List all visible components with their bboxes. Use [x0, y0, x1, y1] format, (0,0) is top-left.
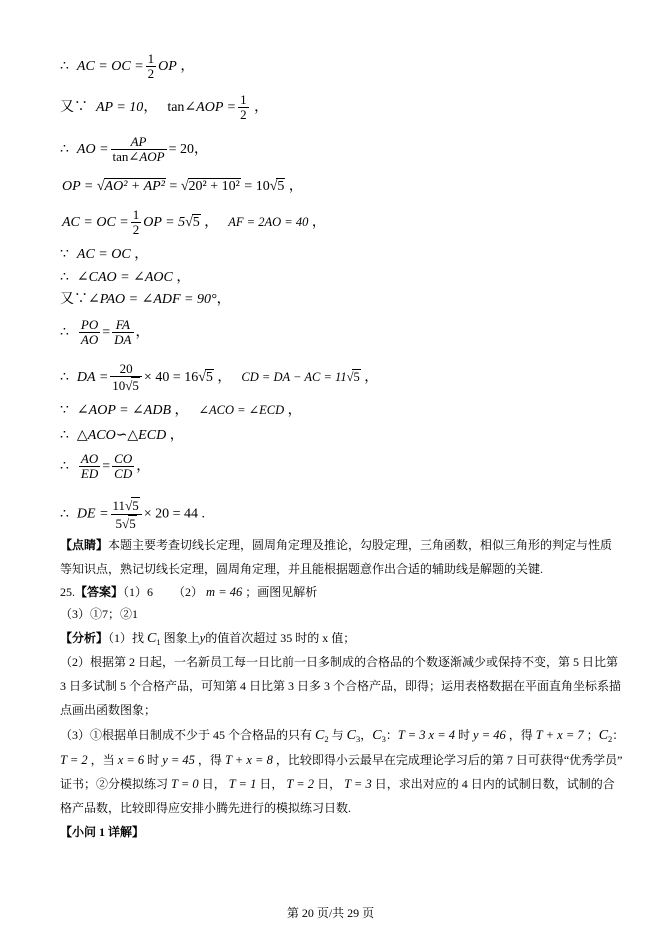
answer-line-2: [60, 604, 138, 624]
punctuation: ，: [216, 292, 231, 307]
fraction-numerator: AP: [111, 135, 167, 150]
math-expression: =: [102, 459, 111, 474]
answer-part-1: （1）6: [123, 585, 154, 599]
fraction: [79, 318, 100, 347]
punctuation: ，: [134, 247, 149, 262]
because-symbol: 又∵: [60, 100, 88, 115]
because-symbol: 又∵: [60, 292, 88, 307]
coefficient: 10: [112, 378, 126, 393]
square-root: [181, 178, 241, 195]
math-variable: C: [315, 728, 325, 743]
analysis-tag: 【分析】: [60, 631, 109, 645]
analysis-text: 格产品数，比较即得应安排小腾先进行的模拟练习日数.: [60, 801, 352, 815]
math-expression: OP: [158, 59, 177, 74]
math-variable: C: [598, 728, 609, 743]
comment-line-1: [60, 535, 612, 555]
solution-line-8: [60, 285, 231, 315]
fraction-numerator: 1: [240, 92, 247, 108]
fraction: [79, 452, 100, 481]
detail-tag: 【小问 1 详解】: [60, 825, 145, 839]
answer-part-2-label: （2）: [173, 585, 204, 599]
analysis-line-2: [60, 652, 618, 672]
therefore-symbol: ∴: [60, 506, 69, 522]
punctuation: ，: [311, 215, 326, 230]
math-expression: ∠AOP = ∠ADB: [76, 403, 172, 418]
analysis-line-4: [60, 700, 156, 720]
radicand: 5: [277, 179, 285, 194]
solution-line-1: [60, 52, 194, 82]
math-expression: OP = 5: [143, 215, 186, 230]
radicand: 5: [205, 370, 213, 386]
math-expression: = 10: [244, 179, 270, 194]
square-root: [347, 369, 361, 385]
therefore-symbol: ∴: [60, 459, 69, 474]
radicand: 5: [192, 215, 200, 230]
analysis-text: ，比较即得小云最早在完成理论学习后的第 7 日可获得“优秀学员”: [275, 753, 623, 767]
math-expression: T = 2: [286, 777, 315, 791]
punctuation: ，: [194, 142, 208, 157]
punctuation: ，: [364, 370, 379, 386]
because-symbol: ∵: [60, 247, 69, 262]
analysis-line-7: [60, 774, 615, 794]
fraction-denominator: ED: [80, 466, 99, 482]
analysis-text: 3 日多试制 5 个合格产品，可知第 4 日比第 3 日多 3 个合格产品，即得；运用表格数据在平面直角坐标系描: [60, 679, 622, 693]
square-root: [122, 515, 137, 532]
math-expression: ∠AOP: [128, 149, 165, 165]
analysis-line-1: [60, 628, 355, 648]
math-expression: AP = 10: [96, 100, 144, 115]
punctuation: ，: [169, 428, 184, 443]
radical-sign: √: [185, 215, 193, 230]
square-root: [125, 377, 140, 394]
fraction: [131, 208, 142, 237]
analysis-text: 日，: [259, 777, 284, 791]
punctuation: ，: [180, 59, 195, 74]
analysis-text: 图象上: [163, 631, 200, 645]
math-variable: C: [346, 728, 356, 743]
coefficient: 11: [112, 498, 126, 513]
radical-sign: √: [180, 179, 189, 194]
math-expression: T = 2: [60, 753, 88, 767]
math-expression: AC = OC =: [62, 215, 129, 230]
fraction: [238, 93, 249, 122]
fraction-numerator: FA: [112, 318, 133, 333]
math-expression: ∠AOP =: [184, 100, 237, 115]
radical-sign: √: [125, 378, 133, 393]
math-expression: ∠CAO = ∠AOC: [76, 270, 173, 285]
math-expression: T = 3: [344, 777, 372, 791]
fraction-denominator: CD: [114, 466, 133, 482]
math-expression: m = 46: [206, 585, 243, 599]
math-expression: × 40 = 16: [143, 370, 199, 386]
fraction-numerator: CO: [114, 451, 133, 467]
analysis-text: ，: [360, 728, 373, 742]
analysis-line-8: [60, 798, 351, 818]
math-expression: AC = OC =: [76, 59, 144, 74]
math-expression: AO =: [76, 142, 109, 157]
analysis-text: ，当: [90, 753, 115, 767]
square-root: [185, 214, 201, 231]
analysis-text: 证书；②分模拟练习: [60, 777, 169, 791]
square-root: [198, 369, 214, 386]
math-variable: y: [199, 631, 206, 645]
therefore-symbol: ∴: [60, 325, 69, 340]
fraction-numerator: 20: [110, 362, 142, 377]
punctuation: ，: [287, 403, 302, 418]
math-expression: × 20 = 44: [143, 506, 198, 522]
page-number-footer: 第 20 页/共 29 页: [286, 906, 375, 920]
analysis-text: （2）根据第 2 日起，一名新员工每一日比前一日多制成的合格品的个数逐渐减少或保持不变，第 5 日比第: [60, 655, 619, 669]
punctuation: ，: [217, 370, 232, 386]
punctuation: ，: [136, 459, 151, 474]
fraction: [112, 452, 134, 481]
fraction: [111, 497, 142, 532]
fraction: [110, 362, 142, 394]
punctuation: .: [201, 506, 205, 522]
math-expression: ∠PAO = ∠ADF = 90°: [88, 292, 217, 307]
solution-line-14: [60, 497, 205, 531]
analysis-text: 时: [147, 753, 160, 767]
solution-line-13: [60, 452, 150, 482]
solution-line-5: [62, 207, 326, 237]
analysis-text: （1）找: [108, 631, 145, 645]
fraction-numerator: [111, 497, 142, 515]
analysis-text: ：: [612, 728, 625, 742]
math-expression: y = 45: [162, 753, 195, 767]
punctuation: ，: [176, 270, 191, 285]
radical-sign: √: [125, 498, 133, 513]
radical-sign: √: [122, 516, 130, 531]
square-root: [97, 178, 166, 195]
math-expression: y = 46: [473, 728, 506, 742]
comment-line-2: [60, 559, 543, 579]
analysis-text: 日，: [317, 777, 342, 791]
subscript: 3: [381, 734, 386, 744]
comment-text: 等知识点，熟记切线长定理，圆周角定理，并且能根据题意作出合适的辅助线是解题的关键.: [60, 562, 544, 576]
subscript: 1: [156, 637, 161, 647]
math-expression: DA =: [76, 370, 109, 386]
analysis-text: 的值首次超过 35 时的 x 值；: [205, 631, 356, 645]
math-expression: T + x = 8: [224, 753, 273, 767]
fraction-numerator: 1: [147, 51, 155, 67]
math-expression: =: [169, 179, 178, 194]
punctuation: ，: [254, 100, 269, 115]
math-variable: C: [147, 631, 157, 646]
radicand: 20² + 10²: [188, 179, 240, 194]
fraction-denominator: 2: [132, 222, 140, 238]
analysis-text: 时: [458, 728, 471, 742]
solution-line-2: [60, 93, 268, 123]
radical-sign: √: [96, 179, 105, 194]
math-expression: DE =: [76, 506, 109, 522]
detail-heading: [60, 822, 144, 842]
because-symbol: ∵: [60, 403, 69, 418]
radical-sign: √: [269, 179, 278, 194]
function-name: tan: [167, 100, 185, 115]
comment-text: 本题主要考查切线长定理，圆周角定理及推论，勾股定理，三角函数，相似三角形的判定与性质: [108, 538, 613, 552]
therefore-symbol: ∴: [60, 428, 69, 443]
punctuation: ，: [204, 215, 219, 230]
math-expression: x = 6: [117, 753, 145, 767]
subscript: 2: [608, 734, 613, 744]
math-expression: ∠ACO = ∠ECD: [198, 403, 285, 417]
math-expression: x = 4: [428, 728, 455, 742]
comment-tag: 【点睛】: [60, 538, 109, 552]
analysis-text: ，得: [508, 728, 533, 742]
math-expression: T = 0: [171, 777, 199, 791]
fraction-numerator: 1: [132, 207, 140, 223]
analysis-text: 点画出函数图象；: [60, 703, 157, 717]
math-expression: T = 3: [397, 728, 426, 742]
analysis-text: ，得: [197, 753, 222, 767]
analysis-text: （3）①根据单日制成不少于 45 个合格品的只有: [60, 728, 313, 742]
answer-line-1: [60, 582, 317, 602]
fraction-denominator: [111, 515, 142, 532]
analysis-text: 日，: [201, 777, 226, 791]
fraction-denominator: 2: [147, 66, 155, 82]
analysis-line-5: [60, 725, 624, 745]
fraction-denominator: [111, 150, 167, 164]
punctuation: ，: [143, 100, 158, 115]
fraction-denominator: [110, 377, 142, 394]
math-expression: OP =: [62, 179, 94, 194]
fraction-denominator: DA: [114, 332, 132, 348]
math-expression: CD = DA − AC = 11: [241, 370, 347, 385]
solution-line-9: [60, 318, 150, 348]
fraction: [112, 318, 133, 347]
square-root: [125, 497, 140, 514]
therefore-symbol: ∴: [60, 270, 69, 285]
solution-line-10: [60, 362, 378, 392]
analysis-line-6: [60, 750, 623, 770]
therefore-symbol: ∴: [60, 59, 69, 74]
analysis-text: 日，求出对应的 4 日内的试制日数，试制的合: [374, 777, 615, 791]
radicand: AO² + AP²: [104, 179, 165, 194]
math-expression: T = 1: [228, 777, 257, 791]
analysis-text: 与: [331, 728, 344, 742]
answer-tag: 【答案】: [75, 585, 124, 599]
punctuation: ，: [135, 325, 150, 340]
fraction-denominator: 2: [240, 107, 247, 123]
punctuation: ，: [288, 179, 303, 194]
function-name: tan: [112, 149, 129, 165]
radicand: 5: [132, 378, 139, 393]
therefore-symbol: ∴: [60, 370, 69, 386]
math-expression: AC = OC: [76, 247, 131, 262]
math-expression: △ACO∽△ECD: [76, 428, 167, 443]
subscript: 3: [355, 734, 361, 744]
punctuation: ，: [174, 403, 189, 418]
fraction-numerator: PO: [80, 317, 99, 333]
math-expression: T + x = 7: [535, 728, 584, 742]
subscript: 2: [324, 734, 329, 744]
radicand: 5: [129, 516, 136, 531]
square-root: [270, 178, 286, 195]
answer-part-2-text: ；画图见解析: [245, 585, 318, 599]
math-expression: AF = 2AO = 40: [228, 215, 309, 229]
math-expression: =: [102, 325, 111, 340]
radical-sign: √: [198, 370, 206, 386]
analysis-text: ；: [586, 728, 599, 742]
solution-line-3: [60, 135, 208, 165]
fraction-denominator: AO: [80, 332, 99, 348]
radicand: 5: [353, 370, 360, 385]
fraction: [111, 135, 167, 164]
analysis-text: ：: [385, 728, 398, 742]
solution-line-12: [60, 421, 184, 451]
analysis-line-3: [60, 676, 621, 696]
fraction: [146, 52, 157, 81]
radicand: 5: [132, 498, 139, 513]
radical-sign: √: [346, 370, 354, 385]
question-number: 25.: [60, 585, 75, 599]
math-expression: = 20: [168, 142, 194, 157]
answer-part-3: （3）①7；②1: [60, 607, 139, 621]
fraction-numerator: AO: [80, 451, 99, 467]
therefore-symbol: ∴: [60, 142, 69, 157]
coefficient: 5: [115, 516, 123, 531]
math-variable: C: [372, 728, 382, 743]
solution-line-4: [62, 172, 303, 202]
